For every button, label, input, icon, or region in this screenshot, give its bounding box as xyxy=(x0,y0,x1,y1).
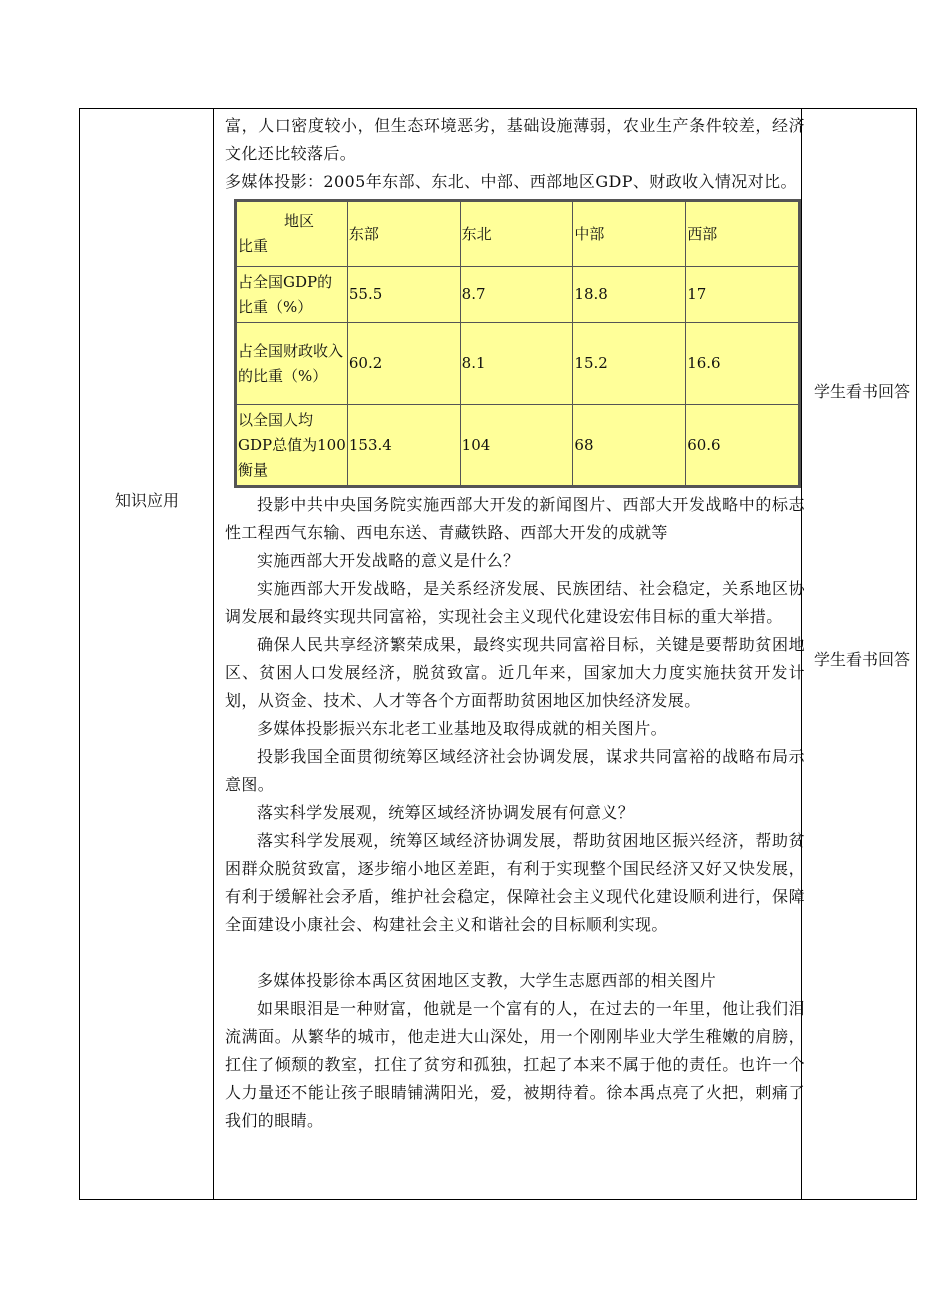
table-row xyxy=(236,405,800,487)
table-cell: 17 xyxy=(686,267,800,323)
section-label: 知识应用 xyxy=(114,491,179,510)
table-cell: 68 xyxy=(573,405,686,487)
student-activity-note: 学生看书回答 xyxy=(814,650,911,669)
paragraph: 落实科学发展观，统筹区域经济协调发展有何意义？ xyxy=(257,803,635,822)
table-header-cell: 东北 xyxy=(460,201,573,267)
table-row xyxy=(236,323,800,405)
spacer xyxy=(225,939,805,967)
gdp-comparison-table xyxy=(234,199,801,488)
table-row-label: 占全国财政收入的比重（%） xyxy=(236,323,348,405)
paragraph: 多媒体投影：2005年东部、东北、中部、西部地区GDP、财政收入情况对比。 xyxy=(225,172,797,191)
corner-top-label: 地区 xyxy=(284,212,315,230)
paragraph: 多媒体投影徐本禹区贫困地区支教，大学生志愿西部的相关图片 xyxy=(257,971,717,990)
table-cell: 104 xyxy=(460,405,573,487)
corner-bottom-label: 比重 xyxy=(238,237,269,255)
right-column xyxy=(801,109,916,1199)
table-cell: 16.6 xyxy=(686,323,800,405)
paragraph: 投影我国全面贯彻统筹区域经济社会协调发展，谋求共同富裕的战略布局示意图。 xyxy=(225,747,805,794)
table-row-label: 以全国人均GDP总值为100衡量 xyxy=(236,405,348,487)
paragraph: 富，人口密度较小，但生态环境恶劣，基础设施薄弱，农业生产条件较差，经济文化还比较落后。 xyxy=(225,116,805,163)
paragraph: 确保人民共享经济繁荣成果，最终实现共同富裕目标，关键是要帮助贫困地区、贫困人口发展经济，脱贫致富。近几年来，国家加大力度实施扶贫开发计划，从资金、技术、人才等各个方面帮助贫困地区加快经济发展。 xyxy=(225,635,805,710)
paragraph: 实施西部大开发战略的意义是什么？ xyxy=(257,551,520,570)
content-column xyxy=(225,112,805,1135)
table-cell: 55.5 xyxy=(347,267,460,323)
table-row-label: 占全国GDP的比重（%） xyxy=(236,267,348,323)
table-cell: 18.8 xyxy=(573,267,686,323)
table-cell: 153.4 xyxy=(347,405,460,487)
table-header-cell: 东部 xyxy=(347,201,460,267)
paragraph: 实施西部大开发战略，是关系经济发展、民族团结、社会稳定，关系地区协调发展和最终实现共同富裕，实现社会主义现代化建设宏伟目标的重大举措。 xyxy=(225,579,805,626)
table-corner-cell xyxy=(236,201,348,267)
table-cell: 60.2 xyxy=(347,323,460,405)
paragraph: 如果眼泪是一种财富，他就是一个富有的人，在过去的一年里，他让我们泪流满面。从繁华的城市，他走进大山深处，用一个刚刚毕业大学生稚嫩的肩膀，扛住了倾颓的教室，扛住了贫穷和孤独，扛起了本来不属于他的责任。也许一个人力量还不能让孩子眼睛铺满阳光，爱，被期待着。徐本禹点亮了火把，刺痛了我们的眼睛。 xyxy=(225,999,805,1130)
lesson-table xyxy=(79,108,917,1200)
table-header-row xyxy=(236,201,800,267)
table-header-cell: 中部 xyxy=(573,201,686,267)
paragraph: 落实科学发展观，统筹区域经济协调发展，帮助贫困地区振兴经济，帮助贫困群众脱贫致富，逐步缩小地区差距，有利于实现整个国民经济又好又快发展，有利于缓解社会矛盾，维护社会稳定，保障社会主义现代化建设顺利进行，保障全面建设小康社会、构建社会主义和谐社会的目标顺利实现。 xyxy=(225,831,805,934)
table-cell: 15.2 xyxy=(573,323,686,405)
left-column xyxy=(80,109,214,1199)
paragraph: 多媒体投影振兴东北老工业基地及取得成就的相关图片。 xyxy=(257,719,668,738)
table-header-cell: 西部 xyxy=(686,201,800,267)
table-row xyxy=(236,267,800,323)
table-cell: 60.6 xyxy=(686,405,800,487)
paragraph: 投影中共中央国务院实施西部大开发的新闻图片、西部大开发战略中的标志性工程西气东输、西电东送、青藏铁路、西部大开发的成就等 xyxy=(225,495,805,542)
student-activity-note: 学生看书回答 xyxy=(814,382,911,401)
table-cell: 8.1 xyxy=(460,323,573,405)
table-cell: 8.7 xyxy=(460,267,573,323)
